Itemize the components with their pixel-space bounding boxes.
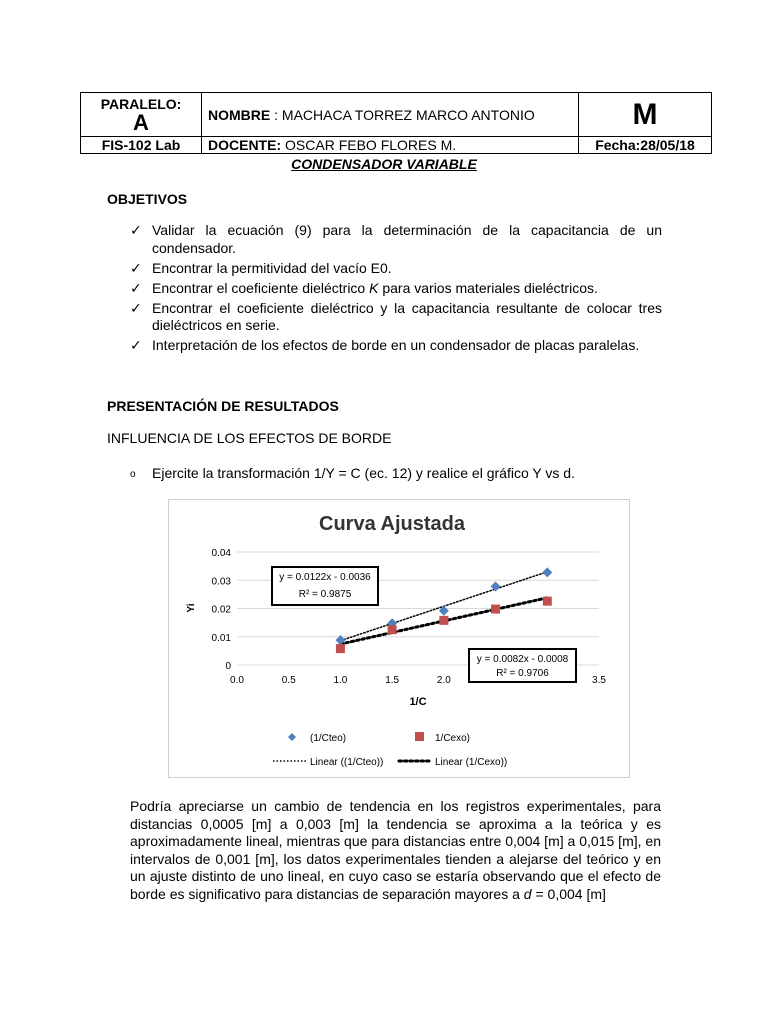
- checkmark-icon: ✓: [130, 299, 142, 316]
- legend-label: Linear ((1/Cteo)): [310, 757, 384, 768]
- header-table: [80, 92, 712, 154]
- list-item: ✓ Validar la ecuación (9) para la determinación de la capacitancia de un condensador.: [130, 222, 662, 256]
- data-point: [439, 616, 448, 625]
- chart: [168, 499, 630, 778]
- bullet-text: Ejercite la transformación 1/Y = C (ec. 12) y realice el gráfico Y vs d.: [152, 465, 575, 481]
- data-point: [491, 605, 500, 614]
- resultados-heading: PRESENTACIÓN DE RESULTADOS: [107, 398, 339, 414]
- paralelo-value: A: [133, 109, 149, 135]
- course-code: FIS-102 Lab: [81, 137, 202, 154]
- x-tick-label: 3.5: [592, 675, 606, 686]
- list-item: ✓ Encontrar el coeficiente dieléctrico K para varios materiales dieléctricos.: [130, 279, 598, 296]
- section-subheading: INFLUENCIA DE LOS EFECTOS DE BORDE: [107, 430, 392, 446]
- data-point: [542, 567, 552, 577]
- data-point: [388, 625, 397, 634]
- y-tick-label: 0.02: [211, 604, 231, 616]
- objetivos-list: [130, 222, 662, 357]
- grade: M: [632, 97, 658, 131]
- trendline-equation: y = 0.0082x - 0.0008: [476, 654, 569, 665]
- grade-cell: [579, 93, 712, 137]
- data-point: [543, 597, 552, 606]
- checkmark-icon: ✓: [130, 222, 142, 238]
- checkmark-icon: ✓: [130, 279, 142, 296]
- y-tick-label: 0: [225, 661, 231, 672]
- list-item: ✓ Encontrar la permitividad del vacío E0.: [130, 259, 392, 276]
- objetivos-heading: OBJETIVOS: [107, 191, 188, 207]
- legend-label: Linear (1/Cexo)): [435, 757, 508, 768]
- document-title: CONDENSADOR VARIABLE: [291, 156, 477, 172]
- nombre-value: : MACHACA TORREZ MARCO ANTONIO: [270, 106, 535, 123]
- paralelo-cell: [81, 93, 202, 137]
- list-item: ✓ Interpretación de los efectos de borde en un condensador de placas paralelas.: [130, 337, 640, 353]
- nombre-cell: [202, 93, 579, 137]
- y-axis-label: Yi: [186, 603, 197, 613]
- trendline-r2: R² = 0.9875: [298, 589, 352, 600]
- legend-marker: [415, 732, 424, 741]
- docente-cell: [202, 137, 579, 154]
- trendline-r2: R² = 0.9706: [496, 668, 549, 679]
- data-point: [491, 581, 501, 591]
- y-tick-label: 0.03: [211, 576, 231, 588]
- y-tick-label: 0.01: [211, 632, 231, 644]
- data-point: [336, 644, 345, 653]
- x-tick-label: 0.5: [281, 675, 296, 686]
- x-tick-label: 2.0: [436, 675, 451, 686]
- x-axis-label: 1/C: [409, 696, 427, 708]
- paralelo-label: PARALELO:: [100, 95, 182, 112]
- conclusion-paragraph: Podría apreciarse un cambio de tendencia en los registros experimentales, para distancias 0,0005 [m] a 0,003 [m] la tendencia se aproxima a la teórica y es aproximadamente lineal, mientras que para distancias entre 0,004 [m] a 0,015 [m], en intervalos de 0,001 [m], los datos experimentales tienden a alejarse del teórico y en un ajuste distinto de uno lineal, en cuyo caso se estaría observando que el efecto de borde es significativo para distancias de separación mayores a d = 0,004 [m]: [130, 798, 661, 902]
- y-tick-label: 0.04: [211, 548, 231, 559]
- nombre-label: NOMBRE: [208, 106, 271, 123]
- legend-label: (1/Cteo): [310, 733, 347, 744]
- bullet-marker: o: [130, 469, 136, 480]
- legend-marker: [288, 733, 296, 741]
- checkmark-icon: ✓: [130, 259, 142, 276]
- x-tick-label: 0.0: [230, 675, 244, 686]
- docente-label: DOCENTE:: [208, 137, 282, 153]
- x-tick-label: 1.0: [333, 675, 348, 686]
- docente-value: OSCAR FEBO FLORES M.: [281, 137, 457, 153]
- bullet-item: [130, 465, 575, 481]
- x-tick-label: 1.5: [385, 675, 400, 686]
- checkmark-icon: ✓: [130, 337, 142, 353]
- list-item: ✓ Encontrar el coeficiente dieléctrico y la capacitancia resultante de colocar tres dieléctricos en serie.: [130, 299, 662, 333]
- chart-title: Curva Ajustada: [319, 513, 465, 535]
- legend-label: 1/Cexo): [435, 733, 471, 744]
- fecha: Fecha:28/05/18: [579, 137, 712, 154]
- trendline-equation: y = 0.0122x - 0.0036: [279, 572, 371, 583]
